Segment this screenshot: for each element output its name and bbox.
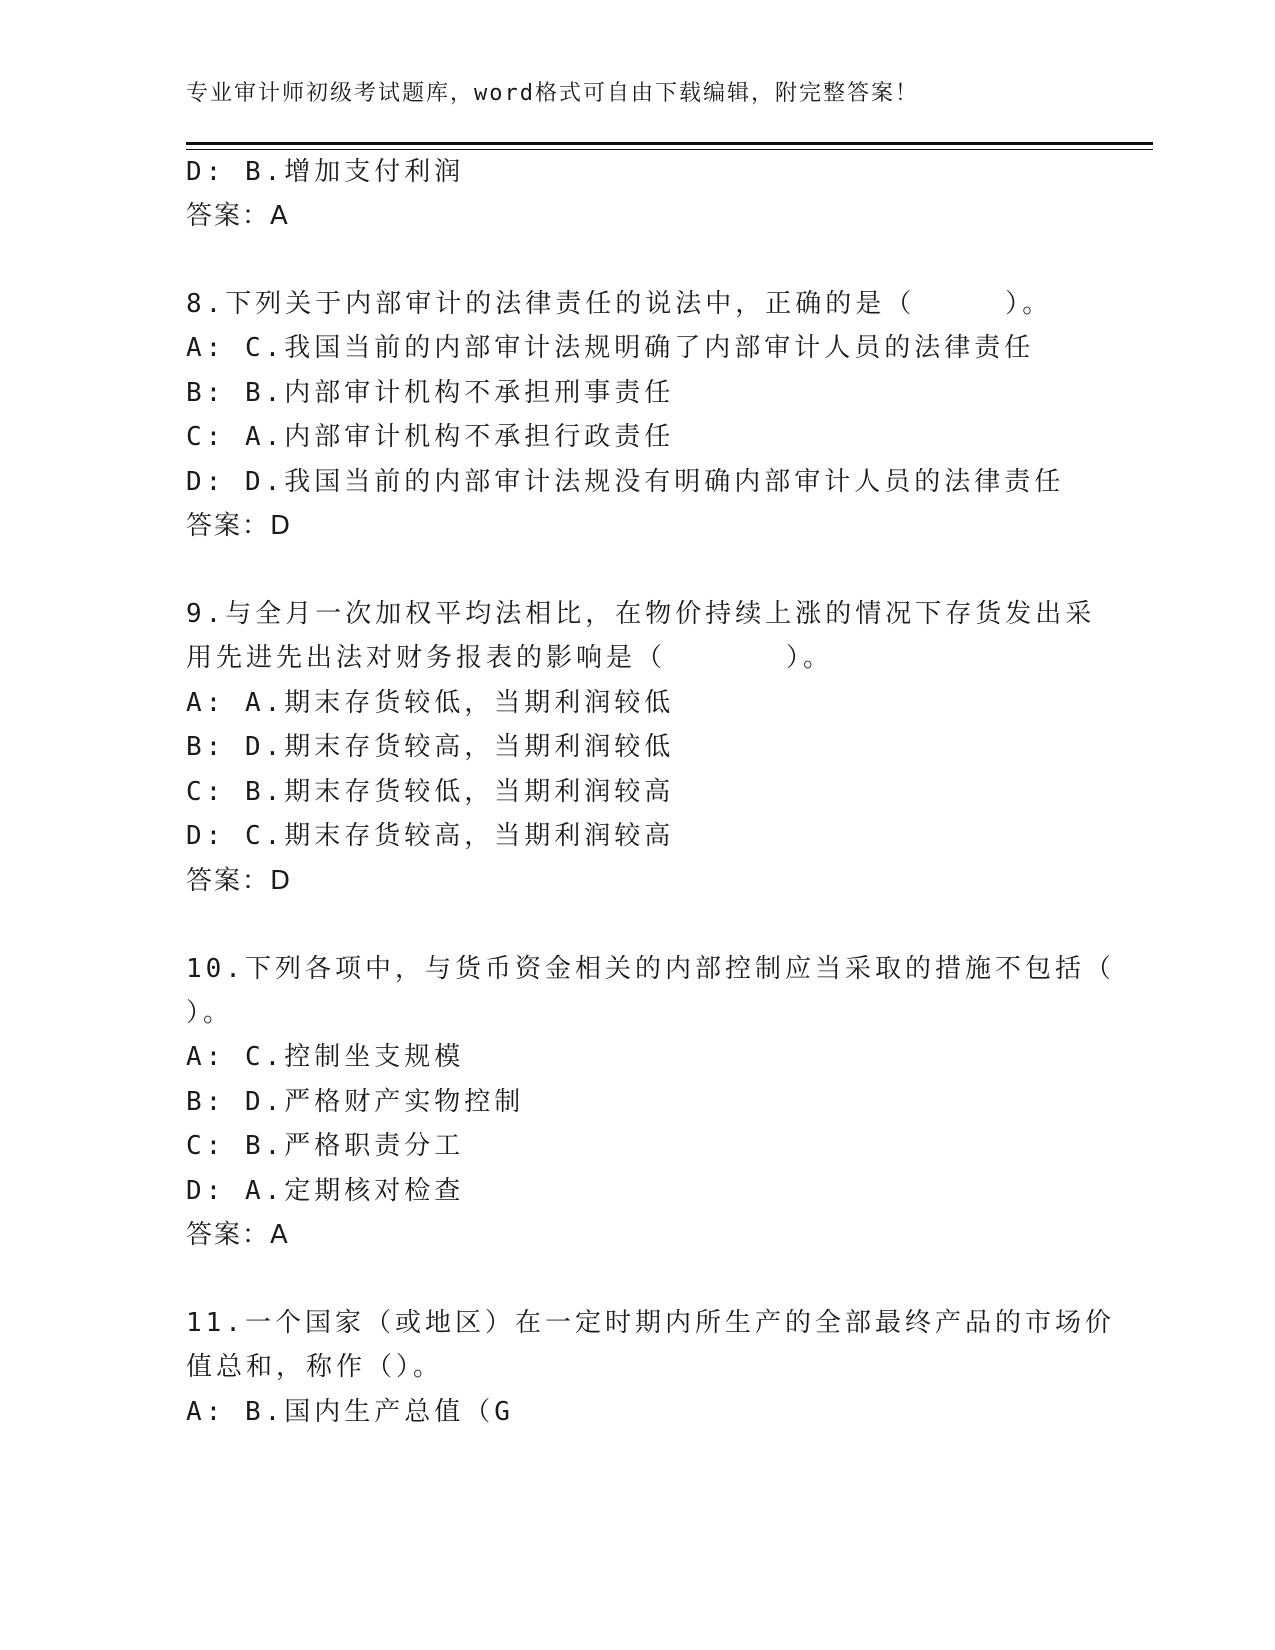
q7-answer: 答案：A <box>186 201 290 231</box>
q10-option-a: A: C.控制坐支规模 <box>186 1042 465 1072</box>
q11-option-a: A: B.国内生产总值（G <box>186 1397 514 1427</box>
q11-stem-line2: 值总和，称作（）。 <box>186 1352 444 1382</box>
q8-answer: 答案：D <box>186 511 293 541</box>
q9-stem-line1: 9.与全月一次加权平均法相比，在物价持续上涨的情况下存货发出采 <box>186 599 1096 629</box>
q9-option-b: B: D.期末存货较高，当期利润较低 <box>186 732 675 762</box>
q10-option-b: B: D.严格财产实物控制 <box>186 1087 525 1117</box>
q9-option-d: D: C.期末存货较高，当期利润较高 <box>186 821 675 851</box>
q9-stem-line2: 用先进先出法对财务报表的影响是（ ）。 <box>186 643 834 673</box>
q8-option-d: D: D.我国当前的内部审计法规没有明确内部审计人员的法律责任 <box>186 467 1065 497</box>
q10-stem-line1: 10.下列各项中，与货币资金相关的内部控制应当采取的措施不包括（ <box>186 954 1115 984</box>
header-divider-thin <box>186 149 1153 150</box>
q8-option-c: C: A.内部审计机构不承担行政责任 <box>186 422 675 452</box>
q11-stem-line1: 11.一个国家（或地区）在一定时期内所生产的全部最终产品的市场价 <box>186 1308 1115 1338</box>
q10-stem-line2: ）。 <box>186 998 234 1028</box>
q10-option-d: D: A.定期核对检查 <box>186 1176 465 1206</box>
q9-option-c: C: B.期末存货较低，当期利润较高 <box>186 777 675 807</box>
q8-option-b: B: B.内部审计机构不承担刑事责任 <box>186 378 675 408</box>
q10-option-c: C: B.严格职责分工 <box>186 1131 465 1161</box>
q10-answer: 答案：A <box>186 1220 290 1250</box>
q9-answer: 答案：D <box>186 866 293 896</box>
page-header: 专业审计师初级考试题库，word格式可自由下载编辑，附完整答案！ <box>186 81 919 106</box>
q9-option-a: A: A.期末存货较低，当期利润较低 <box>186 688 675 718</box>
q8-option-a: A: C.我国当前的内部审计法规明确了内部审计人员的法律责任 <box>186 333 1035 363</box>
q8-stem: 8.下列关于内部审计的法律责任的说法中，正确的是（ ）。 <box>186 289 1053 319</box>
q7-option-d: D: B.增加支付利润 <box>186 157 465 187</box>
header-divider-thick <box>186 142 1153 145</box>
